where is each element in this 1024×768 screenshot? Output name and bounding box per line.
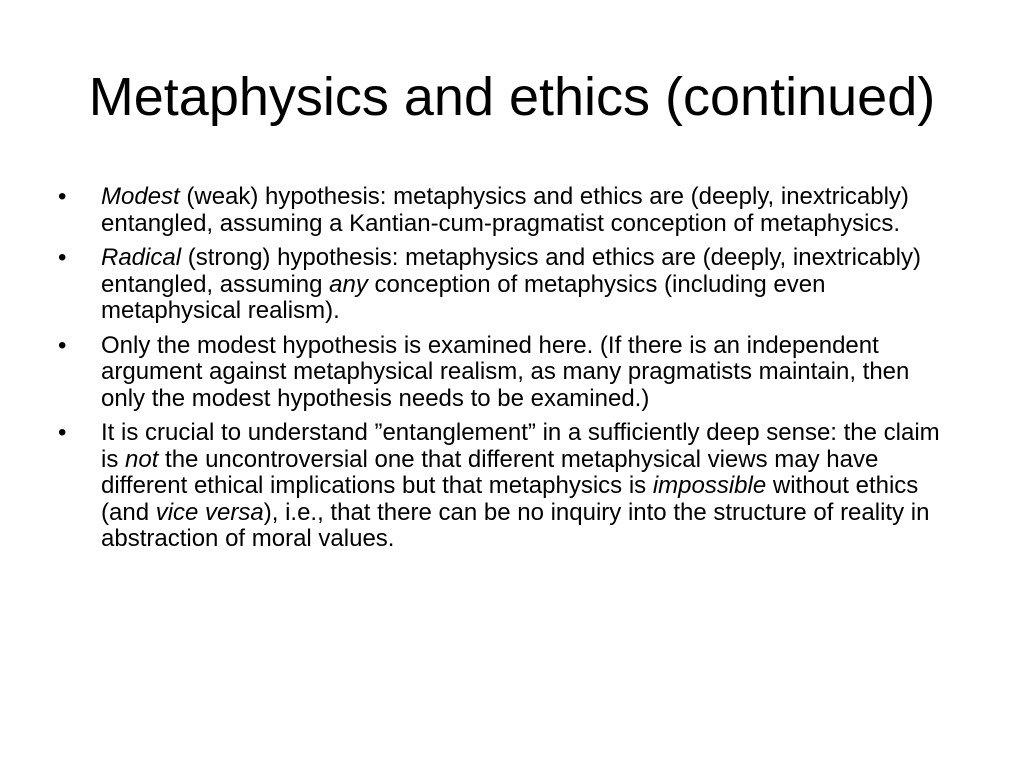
bullet-text: [101, 419, 940, 552]
text-segment: (weak) hypothesis: metaphysics and ethics are (deeply, inextricably) entangled, assuming a Kantian-cum-pragmatist conception of metaphysics.: [101, 183, 909, 237]
text-segment: ), i.e., that there can be no inquiry into the structure of reality in abstraction of moral values.: [101, 498, 930, 552]
emphasized-text: any: [329, 270, 368, 298]
text-segment: (strong) hypothesis: metaphysics and ethics are (deeply, inextricably) entangled, assuming: [101, 244, 921, 298]
bullet-marker: •: [58, 183, 67, 210]
bullet-item: [56, 184, 956, 237]
bullet-text: [101, 183, 909, 237]
slide-title: Metaphysics and ethics (continued): [88, 67, 936, 127]
bullet-text: [101, 244, 921, 324]
text-segment: Only the modest hypothesis is examined here. (If there is an independent argument against metaphysical realism, as many pragmatists maintain, then only the modest hypothesis needs to be examined.): [101, 331, 910, 412]
bullet-marker: •: [58, 244, 67, 271]
bullet-item: [56, 333, 956, 413]
emphasized-text: Radical: [101, 244, 182, 271]
emphasized-text: vice versa: [155, 498, 264, 526]
bullet-item: [56, 420, 956, 553]
emphasized-text: Modest: [101, 183, 180, 210]
text-segment: without ethics (and: [101, 472, 919, 526]
bullet-list: [56, 184, 956, 561]
bullet-item: [56, 245, 956, 325]
emphasized-text: not: [125, 445, 159, 473]
emphasized-text: impossible: [652, 472, 767, 499]
bullet-marker: •: [58, 331, 67, 359]
bullet-text: [101, 332, 909, 412]
text-segment: It is crucial to understand ”entanglement” in a sufficiently deep sense: the claim is: [101, 419, 940, 473]
bullet-marker: •: [58, 419, 67, 446]
text-segment: conception of metaphysics (including even metaphysical realism).: [101, 270, 826, 324]
text-segment: the uncontroversial one that different metaphysical views may have different ethical implications but that metaphysics is: [101, 445, 879, 499]
